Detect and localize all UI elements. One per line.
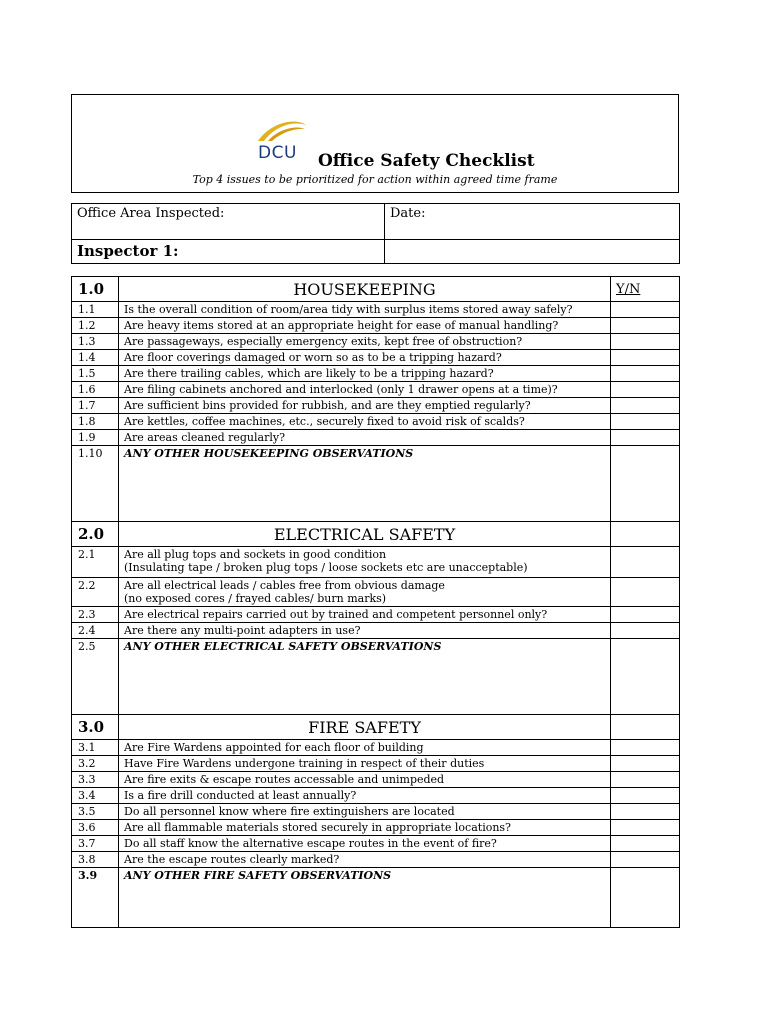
checklist-row <box>72 836 680 852</box>
item-number: 1.5 <box>72 366 119 382</box>
section-number: 2.0 <box>72 522 119 547</box>
item-question: Are the escape routes clearly marked? <box>119 852 611 868</box>
checklist-table <box>71 276 680 928</box>
yn-answer-cell[interactable] <box>611 366 680 382</box>
item-number: 1.8 <box>72 414 119 430</box>
item-question: Do all personnel know where fire extinguishers are located <box>119 804 611 820</box>
item-number: 3.7 <box>72 836 119 852</box>
yn-answer-cell[interactable] <box>611 318 680 334</box>
yn-answer-cell[interactable] <box>611 639 680 715</box>
observations-row <box>72 639 680 715</box>
checklist-row <box>72 820 680 836</box>
checklist-row <box>72 740 680 756</box>
checklist-row <box>72 334 680 350</box>
checklist-row <box>72 414 680 430</box>
yn-answer-cell[interactable] <box>611 446 680 522</box>
item-question-line: Are all electrical leads / cables free from obvious damage <box>124 579 445 592</box>
item-number: 2.4 <box>72 623 119 639</box>
checklist-row <box>72 788 680 804</box>
item-question: Have Fire Wardens undergone training in respect of their duties <box>119 756 611 772</box>
section-header-fire-safety <box>72 715 680 740</box>
checklist-row <box>72 430 680 446</box>
item-number: 1.1 <box>72 302 119 318</box>
item-number: 1.3 <box>72 334 119 350</box>
section-header-housekeeping <box>72 277 680 302</box>
item-number: 1.6 <box>72 382 119 398</box>
office-area-label: Office Area Inspected: <box>72 204 385 240</box>
yn-answer-cell[interactable] <box>611 852 680 868</box>
yn-answer-cell[interactable] <box>611 430 680 446</box>
yn-answer-cell[interactable] <box>611 607 680 623</box>
observations-row <box>72 868 680 928</box>
yn-answer-cell[interactable] <box>611 302 680 318</box>
yn-answer-cell[interactable] <box>611 350 680 366</box>
section-title: ELECTRICAL SAFETY <box>119 522 611 547</box>
section-number: 1.0 <box>72 277 119 302</box>
document-title: Office Safety Checklist <box>318 151 535 171</box>
item-number: 2.2 <box>72 578 119 607</box>
checklist-row <box>72 350 680 366</box>
item-question: Is a fire drill conducted at least annually? <box>119 788 611 804</box>
item-number: 1.2 <box>72 318 119 334</box>
item-question <box>119 547 611 578</box>
checklist-row <box>72 366 680 382</box>
yn-answer-cell[interactable] <box>611 334 680 350</box>
item-question: Are passageways, especially emergency exits, kept free of obstruction? <box>119 334 611 350</box>
yn-answer-cell[interactable] <box>611 868 680 928</box>
item-number: 1.7 <box>72 398 119 414</box>
item-question: Are floor coverings damaged or worn so as to be a tripping hazard? <box>119 350 611 366</box>
item-question: Are kettles, coffee machines, etc., securely fixed to avoid risk of scalds? <box>119 414 611 430</box>
checklist-row <box>72 302 680 318</box>
yn-answer-cell[interactable] <box>611 578 680 607</box>
observations-label: ANY OTHER HOUSEKEEPING OBSERVATIONS <box>119 446 611 522</box>
item-number: 2.1 <box>72 547 119 578</box>
item-number: 1.10 <box>72 446 119 522</box>
yn-answer-cell[interactable] <box>611 804 680 820</box>
inspection-info-table <box>71 203 680 264</box>
section-header-electrical-safety <box>72 522 680 547</box>
yn-column-header: Y/N <box>611 277 680 302</box>
document-subtitle: Top 4 issues to be prioritized for action within agreed time frame <box>192 173 558 186</box>
yn-header-cell <box>611 522 680 547</box>
section-title: HOUSEKEEPING <box>119 277 611 302</box>
checklist-row <box>72 382 680 398</box>
item-number: 3.9 <box>72 868 119 928</box>
item-question: Do all staff know the alternative escape routes in the event of fire? <box>119 836 611 852</box>
item-number: 3.1 <box>72 740 119 756</box>
item-number: 2.5 <box>72 639 119 715</box>
yn-answer-cell[interactable] <box>611 772 680 788</box>
yn-answer-cell[interactable] <box>611 398 680 414</box>
item-question: Are electrical repairs carried out by trained and competent personnel only? <box>119 607 611 623</box>
checklist-row <box>72 852 680 868</box>
item-number: 3.5 <box>72 804 119 820</box>
inspector-label: Inspector 1: <box>72 240 385 264</box>
item-question-note: (Insulating tape / broken plug tops / loose sockets etc are unacceptable) <box>124 561 528 574</box>
item-question: Are Fire Wardens appointed for each floor of building <box>119 740 611 756</box>
date-label: Date: <box>385 204 680 240</box>
checklist-row <box>72 772 680 788</box>
yn-answer-cell[interactable] <box>611 836 680 852</box>
item-number: 3.4 <box>72 788 119 804</box>
item-question: Are filing cabinets anchored and interlocked (only 1 drawer opens at a time)? <box>119 382 611 398</box>
item-question <box>119 578 611 607</box>
item-question: Is the overall condition of room/area tidy with surplus items stored away safely? <box>119 302 611 318</box>
item-question: Are heavy items stored at an appropriate height for ease of manual handling? <box>119 318 611 334</box>
checklist-row <box>72 804 680 820</box>
item-question: Are fire exits & escape routes accessable and unimpeded <box>119 772 611 788</box>
yn-answer-cell[interactable] <box>611 623 680 639</box>
document-header <box>71 94 679 193</box>
item-number: 3.8 <box>72 852 119 868</box>
inspector-value-cell[interactable] <box>385 240 680 264</box>
item-number: 3.3 <box>72 772 119 788</box>
item-number: 3.6 <box>72 820 119 836</box>
yn-answer-cell[interactable] <box>611 740 680 756</box>
observations-label: ANY OTHER FIRE SAFETY OBSERVATIONS <box>119 868 611 928</box>
item-question-line: Are all plug tops and sockets in good condition <box>124 548 387 561</box>
yn-answer-cell[interactable] <box>611 756 680 772</box>
dcu-logo <box>250 119 312 163</box>
item-number: 1.9 <box>72 430 119 446</box>
checklist-row <box>72 547 680 578</box>
item-question: Are sufficient bins provided for rubbish, and are they emptied regularly? <box>119 398 611 414</box>
checklist-row <box>72 318 680 334</box>
item-number: 3.2 <box>72 756 119 772</box>
item-question: Are areas cleaned regularly? <box>119 430 611 446</box>
yn-answer-cell[interactable] <box>611 788 680 804</box>
item-question: Are there any multi-point adapters in use? <box>119 623 611 639</box>
yn-header-cell <box>611 715 680 740</box>
yn-answer-cell[interactable] <box>611 547 680 578</box>
item-number: 2.3 <box>72 607 119 623</box>
item-question-note: (no exposed cores / frayed cables/ burn marks) <box>124 592 387 605</box>
checklist-row <box>72 607 680 623</box>
observations-row <box>72 446 680 522</box>
yn-answer-cell[interactable] <box>611 414 680 430</box>
checklist-row <box>72 578 680 607</box>
section-title: FIRE SAFETY <box>119 715 611 740</box>
section-number: 3.0 <box>72 715 119 740</box>
item-number: 1.4 <box>72 350 119 366</box>
observations-label: ANY OTHER ELECTRICAL SAFETY OBSERVATIONS <box>119 639 611 715</box>
yn-answer-cell[interactable] <box>611 820 680 836</box>
logo-text: DCU <box>258 143 297 163</box>
item-question: Are all flammable materials stored securely in appropriate locations? <box>119 820 611 836</box>
checklist-row <box>72 623 680 639</box>
yn-answer-cell[interactable] <box>611 382 680 398</box>
item-question: Are there trailing cables, which are likely to be a tripping hazard? <box>119 366 611 382</box>
checklist-row <box>72 756 680 772</box>
checklist-row <box>72 398 680 414</box>
